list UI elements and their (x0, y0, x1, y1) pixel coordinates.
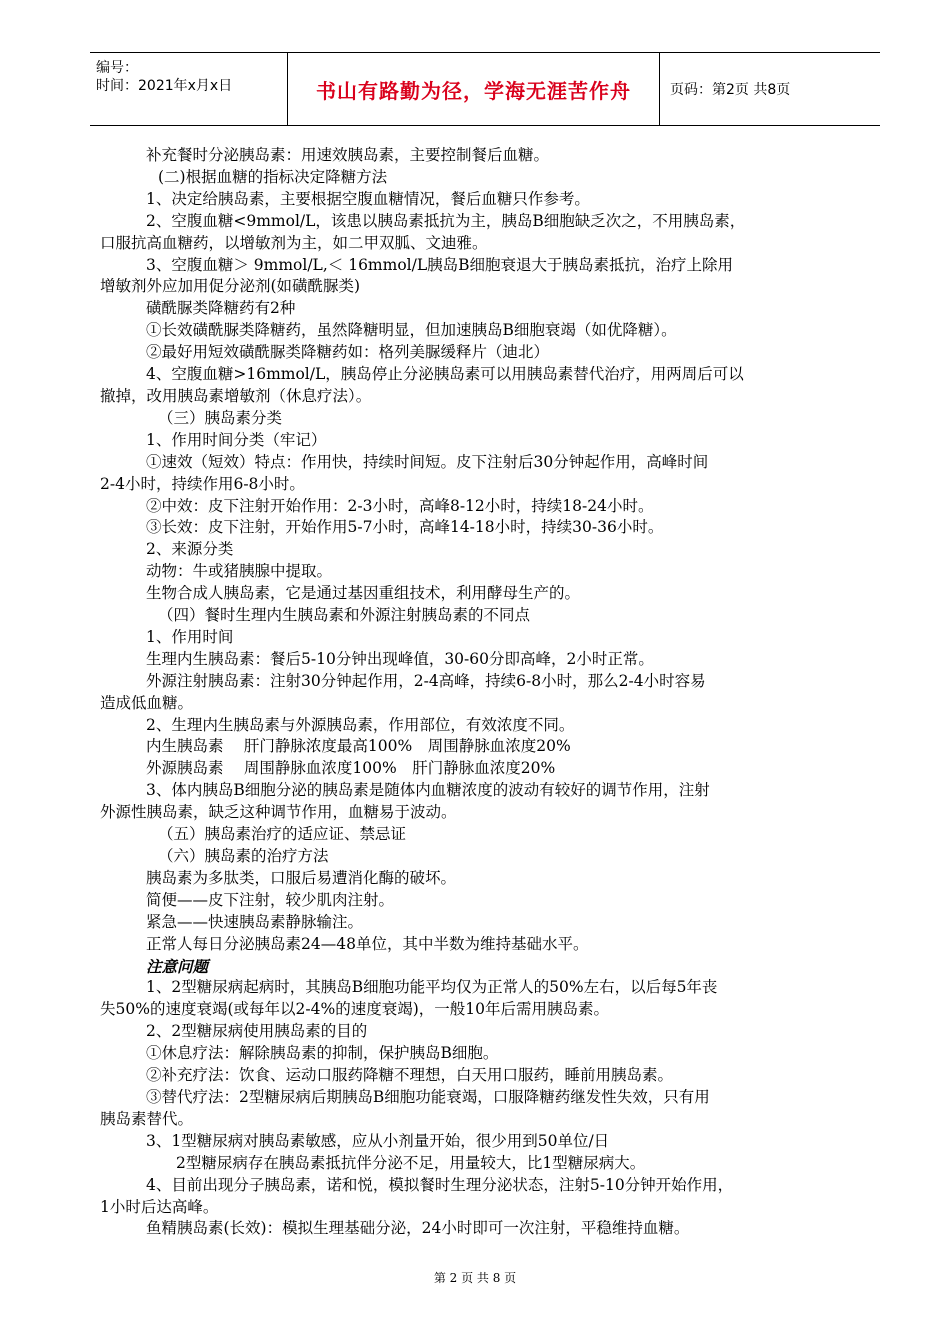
text-line: 磺酰脲类降糖药有2种 (146, 299, 296, 318)
text-line: 2、空腹血糖<9mmol/L，该患以胰岛素抵抗为主，胰岛B细胞缺乏次之，不用胰岛素， (146, 211, 746, 230)
header-number-label: 编号： (96, 60, 138, 76)
text-line: 1、2型糖尿病起病时，其胰岛B细胞功能平均仅为正常人的50%左右，以后每5年丧 (146, 978, 718, 997)
text-line: 4、空腹血糖>16mmol/L，胰岛停止分泌胰岛素可以用胰岛素替代治疗，用两周后可以 (146, 365, 744, 384)
text-line: 内生胰岛素 肝门静脉浓度最高100% 周围静脉血浓度20% (146, 737, 571, 756)
text-line: 外源性胰岛素，缺乏这种调节作用，血糖易于波动。 (100, 803, 457, 822)
text-line: 3、1型糖尿病对胰岛素敏感，应从小剂量开始，很少用到50单位/日 (146, 1131, 610, 1150)
text-line: 1、作用时间分类（牢记） (146, 430, 327, 449)
text-line: ③长效：皮下注射，开始作用5-7小时，高峰14-18小时，持续30-36小时。 (146, 518, 664, 537)
text-line: 动物：牛或猪胰腺中提取。 (146, 562, 333, 581)
section-heading: （四）餐时生理内生胰岛素和外源注射胰岛素的不同点 (158, 606, 531, 625)
text-line: ②补充疗法：饮食、运动口服药降糖不理想，白天用口服药，睡前用胰岛素。 (146, 1066, 674, 1085)
document-body (100, 145, 860, 1240)
text-line: ③替代疗法：2型糖尿病后期胰岛B细胞功能衰竭，口服降糖药继发性失效，只有用 (146, 1087, 710, 1106)
text-line: 鱼精胰岛素(长效)：模拟生理基础分泌，24小时即可一次注射，平稳维持血糖。 (146, 1219, 690, 1238)
text-line: ②最好用短效磺酰脲类降糖药如：格列美脲缓释片（迪北） (146, 343, 550, 362)
text-line: ②中效：皮下注射开始作用：2-3小时，高峰8-12小时，持续18-24小时。 (146, 496, 654, 515)
text-line: 胰岛素为多肽类，口服后易遭消化酶的破坏。 (146, 868, 457, 887)
text-line: 4、目前出现分子胰岛素，诺和悦，模拟餐时生理分泌状态，注射5-10分钟开始作用， (146, 1175, 734, 1194)
notes-heading: 注意问题 (146, 956, 209, 976)
text-line: 生物合成人胰岛素，它是通过基因重组技术，利用酵母生产的。 (146, 584, 581, 603)
header-time-label: 时间：2021年x月x日 (96, 78, 233, 94)
text-line: ①长效磺酰脲类降糖药，虽然降糖明显，但加速胰岛B细胞衰竭（如优降糖）。 (146, 321, 677, 340)
text-line: 失50%的速度衰竭(或每年以2-4%的速度衰竭)，一般10年后需用胰岛素。 (100, 1000, 609, 1019)
text-line: 1、决定给胰岛素，主要根据空腹血糖情况，餐后血糖只作参考。 (146, 189, 590, 208)
text-line: 撤掉，改用胰岛素增敏剂（休息疗法）。 (100, 386, 372, 405)
text-line: 外源注射胰岛素：注射30分钟起作用，2-4高峰，持续6-8小时，那么2-4小时容易 (146, 671, 706, 690)
header-meta (90, 53, 288, 125)
text-line: 2型糖尿病存在胰岛素抵抗伴分泌不足，用量较大，比1型糖尿病大。 (176, 1153, 646, 1172)
text-line: ①速效（短效）特点：作用快，持续时间短。皮下注射后30分钟起作用，高峰时间 (146, 452, 709, 471)
text-line: 外源胰岛素 周围静脉血浓度100% 肝门静脉血浓度20% (146, 759, 556, 778)
text-line: 2、生理内生胰岛素与外源胰岛素，作用部位，有效浓度不同。 (146, 715, 575, 734)
text-line: 胰岛素替代。 (100, 1109, 194, 1128)
text-line: 3、空腹血糖＞ 9mmol/L,＜ 16mmol/L胰岛B细胞衰退大于胰岛素抵抗，治疗上除用 (146, 255, 734, 274)
header-motto: 书山有路勤为径，学海无涯苦作舟 (288, 53, 660, 125)
text-line: 补充餐时分泌胰岛素：用速效胰岛素，主要控制餐后血糖。 (146, 146, 550, 164)
header-page-label: 页码：第2页 共8页 (670, 82, 791, 98)
text-line: 增敏剂外应加用促分泌剂(如磺酰脲类) (100, 277, 361, 296)
text-line: 口服抗高血糖药，以增敏剂为主，如二甲双胍、文迪雅。 (100, 233, 488, 252)
text-line: 生理内生胰岛素：餐后5-10分钟出现峰值，30-60分即高峰，2小时正常。 (146, 649, 654, 668)
text-line: 2-4小时，持续作用6-8小时。 (100, 474, 305, 493)
text-line: 正常人每日分泌胰岛素24—48单位，其中半数为维持基础水平。 (146, 934, 589, 953)
text-line: 紧急——快速胰岛素静脉输注。 (146, 912, 364, 931)
section-heading: （三）胰岛素分类 (158, 408, 283, 427)
section-heading: （六）胰岛素的治疗方法 (158, 847, 329, 865)
section-heading: (二)根据血糖的指标决定降糖方法 (158, 167, 388, 186)
text-line: 3、体内胰岛B细胞分泌的胰岛素是随体内血糖浓度的波动有较好的调节作用，注射 (146, 781, 710, 800)
section-heading: （五）胰岛素治疗的适应证、禁忌证 (158, 825, 407, 844)
text-line: 1小时后达高峰。 (100, 1197, 219, 1216)
text-line: ①休息疗法：解除胰岛素的抑制，保护胰岛B细胞。 (146, 1044, 499, 1063)
page-footer: 第 2 页 共 8 页 (433, 1271, 517, 1285)
text-line: 2、2型糖尿病使用胰岛素的目的 (146, 1022, 368, 1041)
text-line: 造成低血糖。 (100, 693, 194, 712)
text-line: 2、来源分类 (146, 540, 234, 559)
text-line: 1、作用时间 (146, 627, 234, 646)
text-line: 简便——皮下注射，较少肌肉注射。 (146, 890, 395, 909)
page-header (90, 52, 880, 126)
